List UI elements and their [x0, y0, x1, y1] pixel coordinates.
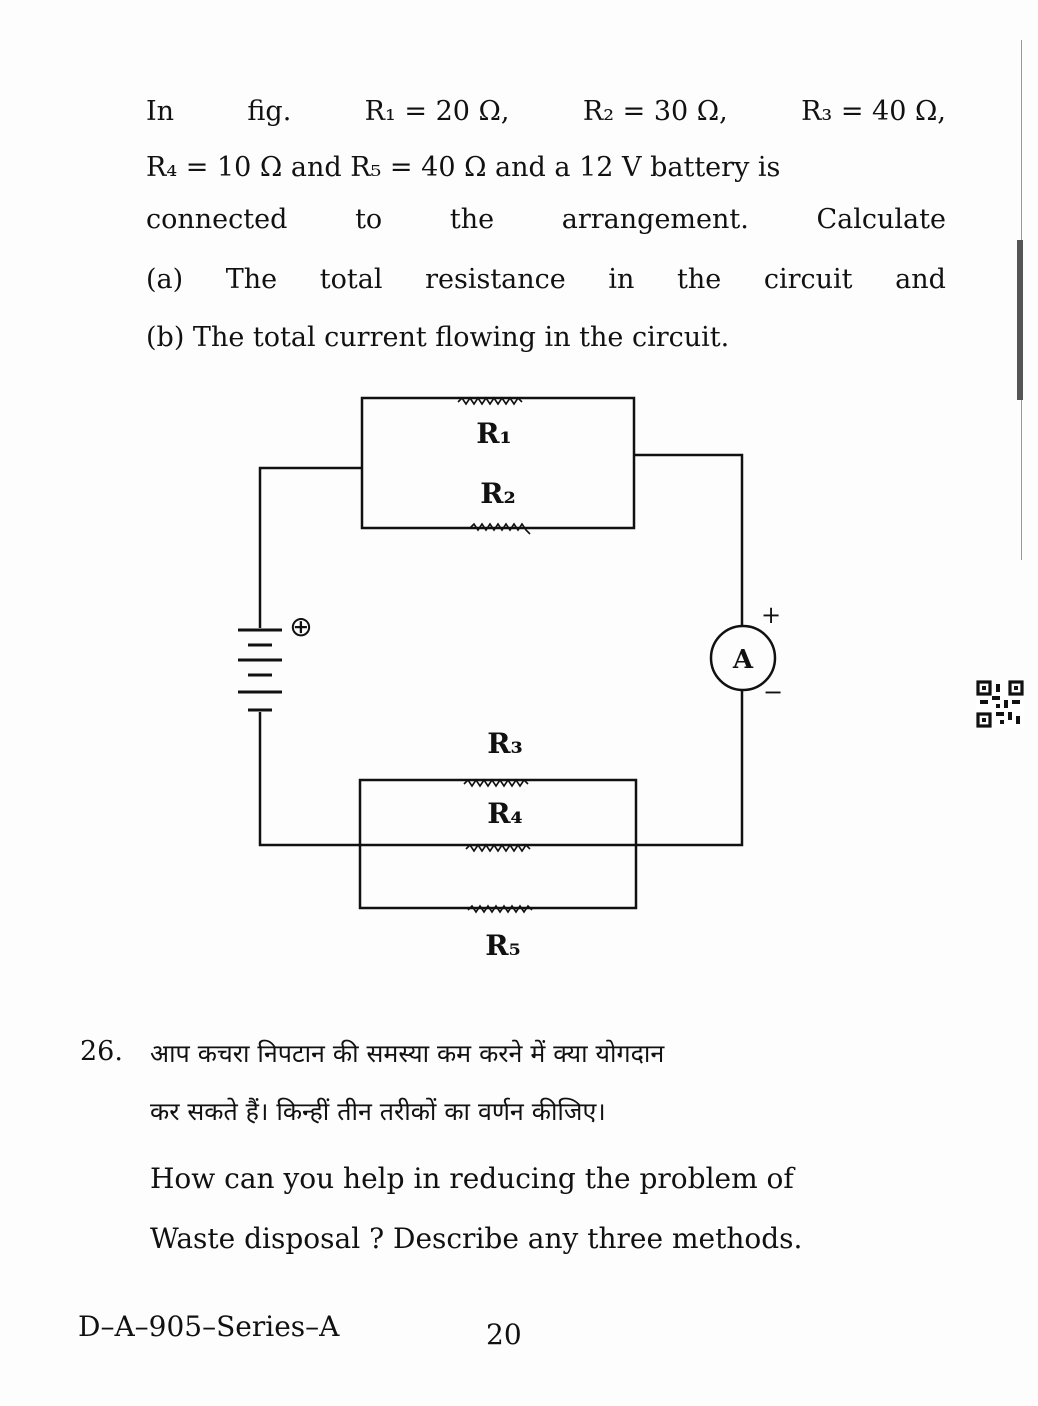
q25-word: circuit [763, 264, 853, 295]
right-top-wire [634, 455, 742, 634]
q25-word: in [608, 264, 635, 295]
q25-part-b-text: (b) The total current flowing in the circuit. [146, 322, 730, 353]
q25-word: the [449, 204, 495, 235]
q25-r1-value: R₁ = 20 Ω, [364, 96, 510, 127]
left-bottom-wire [260, 712, 360, 845]
ammeter-plus-sign: + [760, 601, 782, 629]
q25-word: connected [146, 204, 288, 235]
r2-label: R₂ [480, 477, 516, 510]
r3-label: R₃ [487, 727, 523, 760]
q26-english-line-2: Waste disposal ? Describe any three methods. [150, 1222, 803, 1255]
q25-word: total [319, 264, 383, 295]
q25-word: and [895, 264, 946, 295]
q25-r3-value: R₃ = 40 Ω, [801, 96, 946, 127]
r1-label: R₁ [476, 417, 512, 450]
paper-code: D–A–905–Series–A [78, 1310, 340, 1343]
q25-word: (a) [146, 264, 184, 295]
q25-word: The [225, 264, 278, 295]
battery-positive-symbol: ⊕ [289, 610, 313, 643]
q25-word: resistance [425, 264, 566, 295]
q25-values-text: R₄ = 10 Ω and R₅ = 40 Ω and a 12 V battery is [146, 152, 781, 183]
resistor-symbols [458, 398, 532, 912]
r4-label: R₄ [487, 797, 523, 830]
page-number: 20 [486, 1318, 522, 1351]
question-number: 26. [80, 1036, 123, 1067]
left-top-wire [260, 468, 362, 628]
q25-word: the [677, 264, 722, 295]
q25-word: arrangement. [561, 204, 749, 235]
q25-word: fig. [247, 96, 292, 127]
qr-code [976, 680, 1024, 728]
right-bottom-wire [636, 682, 742, 845]
ammeter-minus-sign: − [762, 678, 784, 706]
circuit-wires [260, 398, 742, 908]
q25-word: In [146, 96, 175, 127]
q25-r2-value: R₂ = 30 Ω, [582, 96, 728, 127]
q25-word: Calculate [816, 204, 946, 235]
battery [238, 630, 282, 710]
q25-word: to [355, 204, 383, 235]
r5-label: R₅ [485, 929, 521, 962]
ammeter-label: A [732, 645, 754, 675]
q26-english-line-1: How can you help in reducing the problem of [150, 1162, 794, 1195]
q26-hindi-line-2: कर सकते हैं। किन्हीं तीन तरीकों का वर्णन कीजिए। [150, 1097, 606, 1126]
q26-hindi-line-1: आप कचरा निपटान की समस्या कम करने में क्या योगदान [150, 1039, 665, 1068]
